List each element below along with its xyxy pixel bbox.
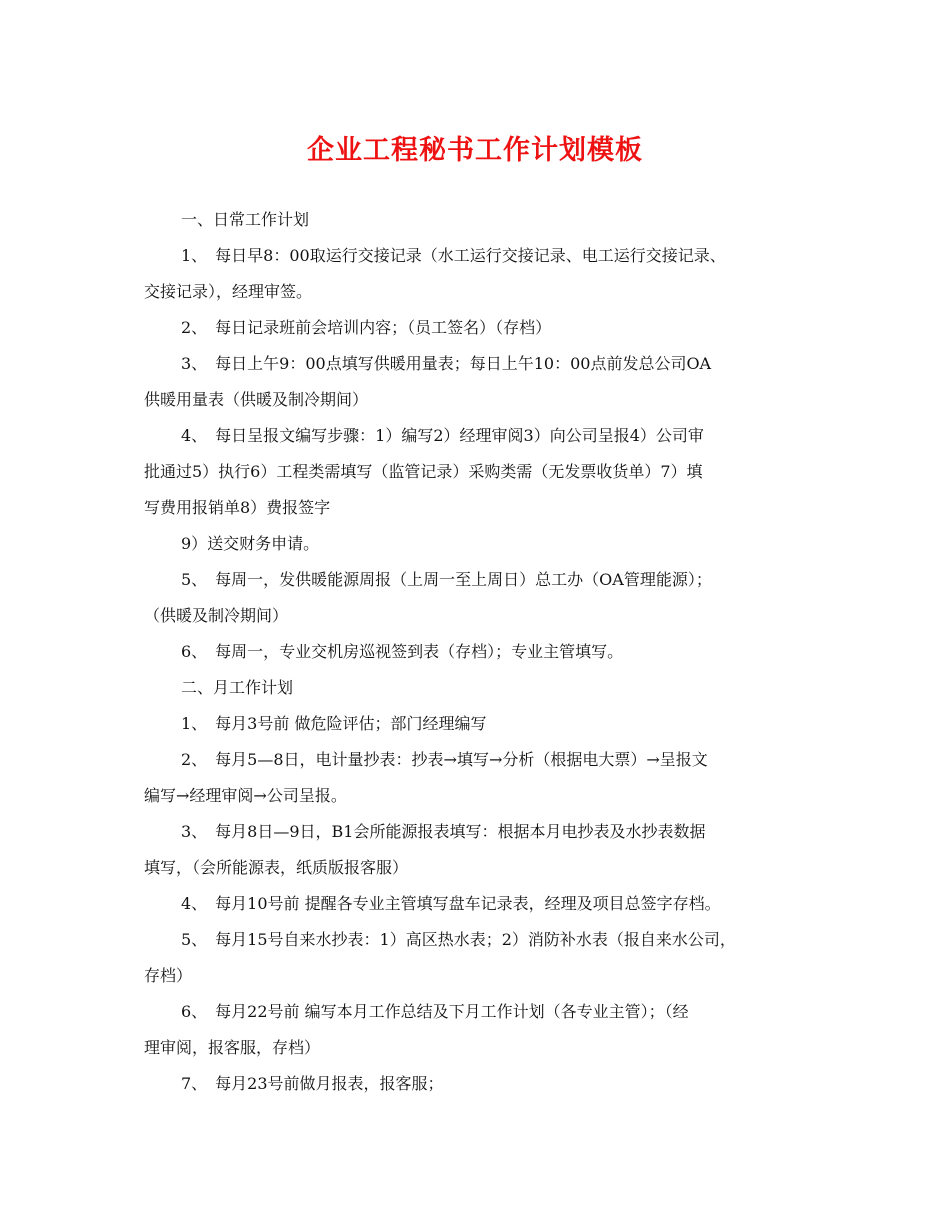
paragraph-line: 3、 每日上午9：00点填写供暖用量表；每日上午10：00点前发总公司OA [181, 354, 712, 373]
paragraph [144, 346, 814, 418]
paragraph-line: 编写→经理审阅→公司呈报。 [144, 786, 347, 805]
paragraph-line: 批通过5）执行6）工程类需填写（监管记录）采购类需（无发票收货单）7）填 [144, 462, 703, 481]
paragraph-line: 交接记录），经理审签。 [144, 282, 313, 301]
paragraph-line: 填写，（会所能源表，纸质版报客服） [144, 858, 409, 877]
paragraph [144, 202, 814, 238]
paragraph [144, 1066, 814, 1102]
paragraph-line: 1、 每月3号前 做危险评估；部门经理编写 [181, 714, 487, 733]
paragraph-line: 3、 每月8日—9日，B1会所能源报表填写：根据本月电抄表及水抄表数据 [181, 822, 706, 841]
paragraph [144, 418, 814, 526]
paragraph [144, 238, 814, 310]
paragraph [144, 310, 814, 346]
paragraph-line: 2、 每日记录班前会培训内容；（员工签名）（存档） [181, 318, 552, 337]
paragraph [144, 562, 814, 634]
paragraph-line: 二、月工作计划 [181, 678, 294, 697]
paragraph-line: 写费用报销单8）费报签字 [144, 498, 331, 517]
paragraph-line: 6、 每周一，专业交机房巡视签到表（存档）；专业主管填写。 [181, 642, 624, 661]
paragraph-line: 存档） [144, 966, 193, 985]
paragraph-line: 4、 每月10号前 提醒各专业主管填写盘车记录表，经理及项目总签字存档。 [181, 894, 721, 913]
paragraph-line: 5、 每月15号自来水抄表：1）高区热水表；2）消防补水表（报自来水公司， [181, 930, 736, 949]
document-title: 企业工程秘书工作计划模板 [307, 135, 643, 166]
paragraph [144, 706, 814, 742]
paragraph [144, 526, 814, 562]
paragraph [144, 634, 814, 670]
paragraph-line: 一、日常工作计划 [181, 210, 310, 229]
paragraph-line: 供暖用量表（供暖及制冷期间） [144, 390, 369, 409]
paragraph [144, 670, 814, 706]
paragraph [144, 814, 814, 886]
paragraph-line: （供暖及制冷期间） [144, 606, 289, 625]
paragraph [144, 922, 814, 994]
paragraph [144, 742, 814, 814]
paragraph-line: 理审阅，报客服，存档） [144, 1038, 321, 1057]
paragraph-line: 6、 每月22号前 编写本月工作总结及下月工作计划（各专业主管）；（经 [181, 1002, 689, 1021]
paragraph [144, 886, 814, 922]
paragraph-line: 9）送交财务申请。 [181, 534, 320, 553]
paragraph-line: 4、 每日呈报文编写步骤：1）编写2）经理审阅3）向公司呈报4）公司审 [181, 426, 704, 445]
document-body [144, 202, 814, 1102]
paragraph-line: 5、 每周一，发供暖能源周报（上周一至上周日）总工办（OA管理能源）； [181, 570, 712, 589]
paragraph [144, 994, 814, 1066]
paragraph-line: 7、 每月23号前做月报表，报客服； [181, 1074, 444, 1093]
paragraph-line: 2、 每月5—8日，电计量抄表：抄表→填写→分析（根据电大票）→呈报文 [181, 750, 708, 769]
paragraph-line: 1、 每日早8：00取运行交接记录（水工运行交接记录、电工运行交接记录、 [181, 246, 726, 265]
